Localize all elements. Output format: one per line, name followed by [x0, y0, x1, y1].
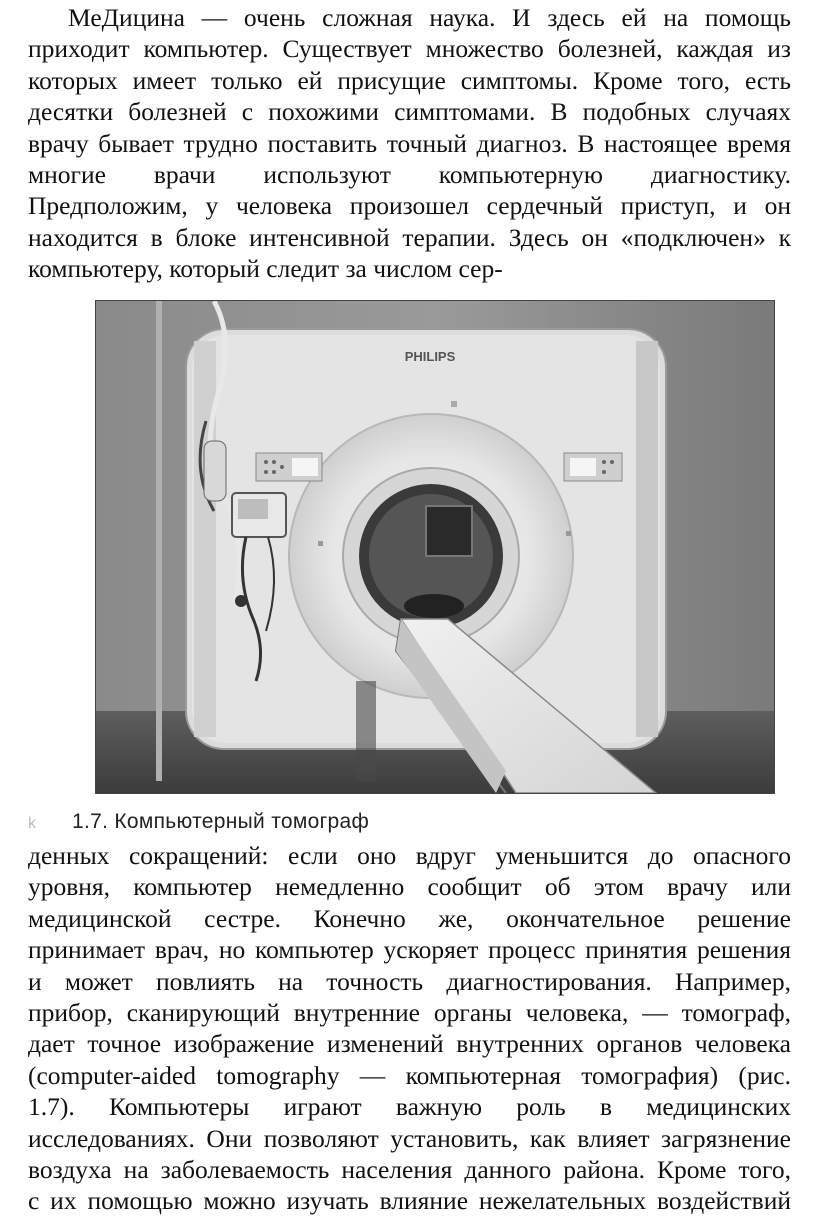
text-line: Предположим, у человека произошел сердечный приступ, и он	[28, 191, 791, 221]
text-line: денных сокращений: если оно вдруг уменьшится до опасного	[28, 841, 791, 870]
caption-marker: k	[28, 815, 36, 832]
text-line: и может повлиять на точность диагностирования. Например,	[28, 966, 791, 996]
figure-caption	[28, 810, 369, 834]
text-line: медицинской сестре. Конечно же, окончательное решение	[28, 903, 791, 933]
text-line: многие врачи используют компьютерную диагностику.	[28, 159, 791, 189]
text-line: с их помощью можно изучать влияние нежелательных воздействий	[28, 1186, 791, 1216]
text-line: которых имеет только ей присущие симптомы. Кроме того, есть	[28, 65, 791, 95]
text-line: приходит компьютер. Существует множество болезней, каждая из	[28, 34, 791, 64]
text-line: прибор, сканирующий внутренние органы человека, — томограф,	[28, 997, 791, 1027]
text-line: 1.7). Компьютеры играют важную роль в медицинских	[28, 1092, 791, 1122]
text-line: компьютеру, который следит за числом сер-	[28, 254, 503, 284]
text-line: врачу бывает трудно поставить точный диагноз. В настоящее время	[28, 128, 791, 158]
text-line: находится в блоке интенсивной терапии. Здесь он «подключен» к	[28, 222, 791, 252]
caption-text: 1.7. Компьютерный томограф	[72, 810, 370, 833]
text-line: дает точное изображение изменений внутренних органов человека	[28, 1029, 791, 1059]
text-line: принимает врач, но компьютер ускоряет процесс принятия решения	[28, 935, 791, 965]
paragraph-top	[28, 2, 791, 285]
text-line: воздуха на заболеваемость населения данного района. Кроме того,	[28, 1154, 791, 1184]
text-line: десятки болезней с похожими симптомами. В подобных случаях	[28, 97, 791, 127]
text-line: МеДицина — очень сложная наука. И здесь ей на помощь	[68, 3, 791, 32]
text-line: уровня, компьютер немедленно сообщит об этом врачу или	[28, 872, 791, 902]
paragraph-bottom	[28, 840, 791, 1217]
ct-scanner-photo	[95, 300, 775, 794]
brand-label: PHILIPS	[404, 349, 456, 364]
text-line: (computer-aided tomography — компьютерная томография) (рис.	[28, 1060, 791, 1090]
text-line: исследованиях. Они позволяют установить, как влияет загрязнение	[28, 1123, 791, 1153]
